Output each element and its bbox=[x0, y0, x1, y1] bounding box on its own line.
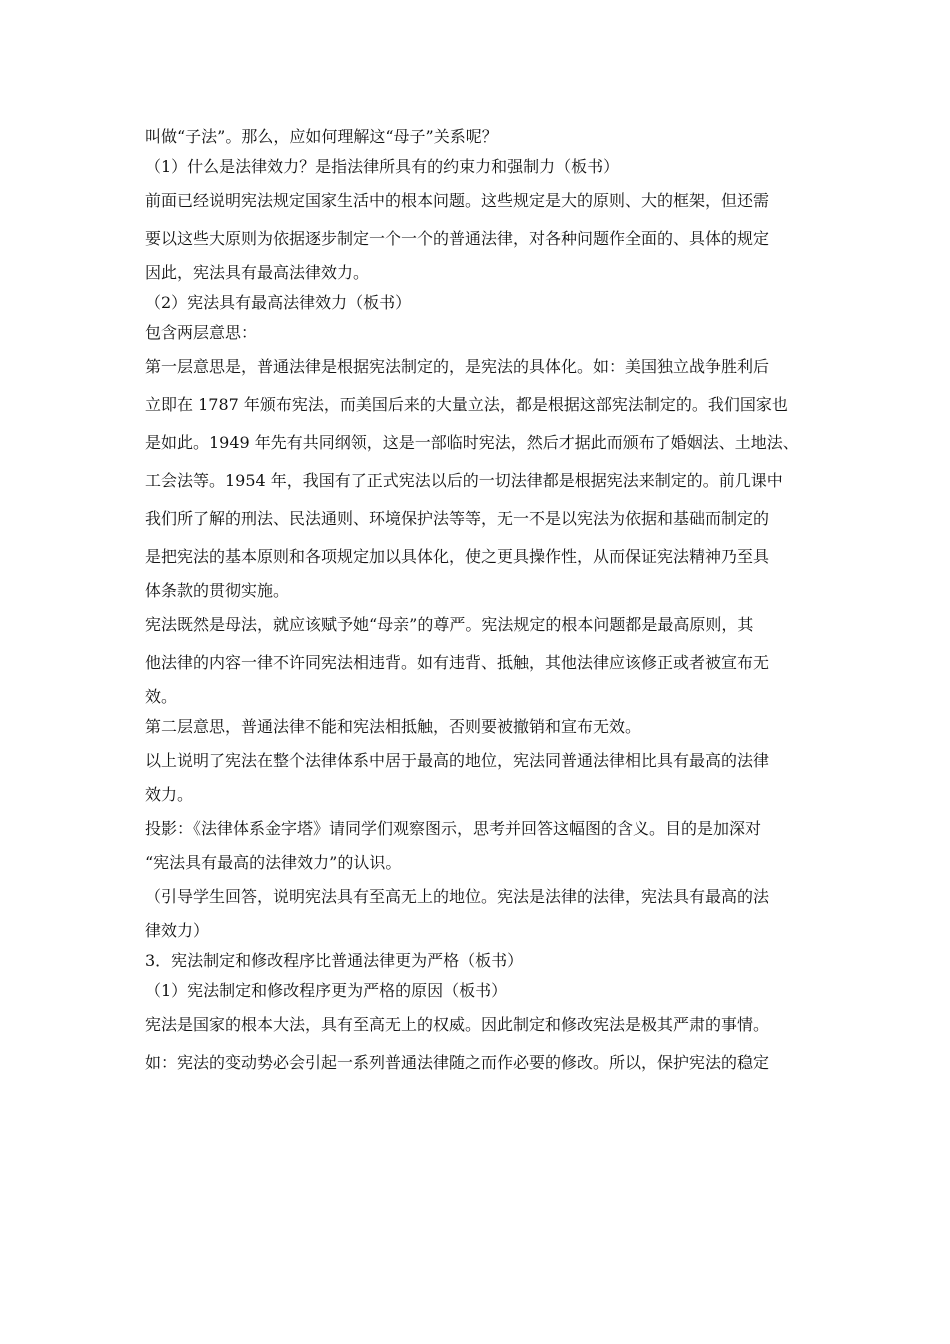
paragraph-line: “宪法具有最高的法律效力”的认识。 bbox=[145, 853, 402, 872]
paragraph-line: 要以这些大原则为依据逐步制定一个一个的普通法律，对各种问题作全面的、具体的规定 bbox=[145, 229, 770, 248]
paragraph-line: 宪法是国家的根本大法，具有至高无上的权威。因此制定和修改宪法是极其严肃的事情。 bbox=[145, 1015, 770, 1034]
paragraph-line: 效。 bbox=[145, 687, 178, 706]
body-text bbox=[145, 122, 815, 1082]
paragraph-line: 体条款的贯彻实施。 bbox=[145, 581, 290, 600]
paragraph-line: 因此，宪法具有最高法律效力。 bbox=[145, 263, 370, 282]
paragraph-line: 前面已经说明宪法规定国家生活中的根本问题。这些规定是大的原则、大的框架，但还需 bbox=[145, 191, 770, 210]
paragraph-line: 是如此。1949 年先有共同纲领，这是一部临时宪法，然后才据此而颁布了婚姻法、土地法、 bbox=[145, 433, 799, 452]
paragraph-line: 是把宪法的基本原则和各项规定加以具体化，使之更具操作性，从而保证宪法精神乃至具 bbox=[145, 547, 770, 566]
paragraph-line: 如：宪法的变动势必会引起一系列普通法律随之而作必要的修改。所以，保护宪法的稳定 bbox=[145, 1053, 770, 1072]
paragraph-line: 律效力） bbox=[145, 921, 210, 940]
paragraph-line: 包含两层意思： bbox=[145, 323, 258, 342]
paragraph-line: 投影：《法律体系金字塔》请同学们观察图示，思考并回答这幅图的含义。目的是加深对 bbox=[145, 819, 762, 838]
paragraph-line: （1）什么是法律效力？是指法律所具有的约束力和强制力（板书） bbox=[145, 157, 620, 176]
section-heading: 3．宪法制定和修改程序比普通法律更为严格（板书） bbox=[145, 951, 524, 970]
paragraph-line: 第二层意思，普通法律不能和宪法相抵触，否则要被撤销和宣布无效。 bbox=[145, 717, 642, 736]
paragraph-line: （引导学生回答，说明宪法具有至高无上的地位。宪法是法律的法律，宪法具有最高的法 bbox=[145, 887, 770, 906]
paragraph-line: 立即在 1787 年颁布宪法，而美国后来的大量立法，都是根据这部宪法制定的。我们国家也 bbox=[145, 395, 788, 414]
paragraph-line: 他法律的内容一律不许同宪法相违背。如有违背、抵触，其他法律应该修正或者被宣布无 bbox=[145, 653, 770, 672]
paragraph-line: 效力。 bbox=[145, 785, 194, 804]
subsection-heading: （1）宪法制定和修改程序更为严格的原因（板书） bbox=[145, 981, 508, 1000]
paragraph-line: 我们所了解的刑法、民法通则、环境保护法等等，无一不是以宪法为依据和基础而制定的 bbox=[145, 509, 770, 528]
paragraph-line: 宪法既然是母法，就应该赋予她“母亲”的尊严。宪法规定的根本问题都是最高原则，其 bbox=[145, 615, 754, 634]
paragraph-line: （2）宪法具有最高法律效力（板书） bbox=[145, 293, 412, 312]
paragraph-line: 以上说明了宪法在整个法律体系中居于最高的地位，宪法同普通法律相比具有最高的法律 bbox=[145, 751, 770, 770]
paragraph-line: 叫做“子法”。那么，应如何理解这“母子”关系呢？ bbox=[145, 127, 498, 146]
paragraph-line: 第一层意思是，普通法律是根据宪法制定的，是宪法的具体化。如：美国独立战争胜利后 bbox=[145, 357, 770, 376]
paragraph-line: 工会法等。1954 年，我国有了正式宪法以后的一切法律都是根据宪法来制定的。前几课中 bbox=[145, 471, 783, 490]
